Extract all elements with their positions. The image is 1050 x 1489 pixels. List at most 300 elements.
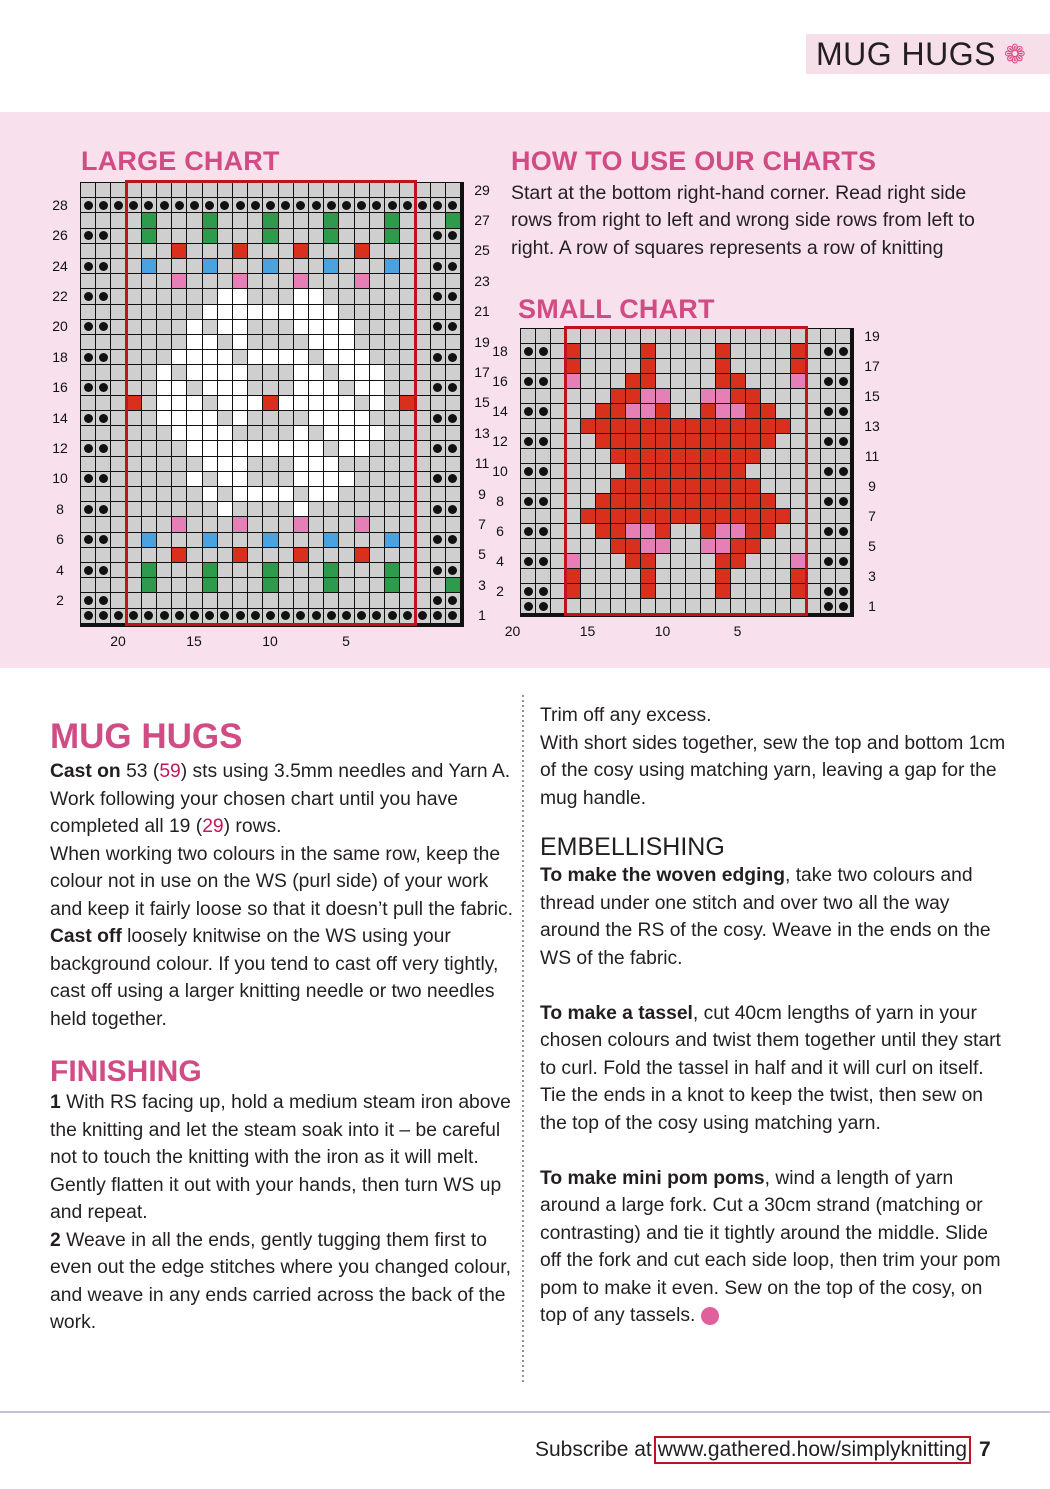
row-number-right: 17	[864, 357, 880, 374]
row-number-right: 11	[864, 447, 880, 464]
stitch-dot	[99, 414, 108, 423]
chart-cell-dot	[521, 434, 535, 448]
chart-cell	[446, 274, 460, 288]
chart-cell-dot	[431, 502, 445, 516]
chart-cell	[521, 449, 535, 463]
chart-cell	[551, 359, 565, 373]
row-number-left: 8	[496, 492, 504, 509]
chart-cell	[81, 305, 95, 319]
chart-cell-dot	[431, 289, 445, 303]
stitch-dot	[824, 557, 833, 566]
how-to-title: HOW TO USE OUR CHARTS	[511, 146, 877, 176]
stitch-dot	[433, 262, 442, 271]
stitch-dot	[433, 383, 442, 392]
chart-cell-dot	[81, 381, 95, 395]
chart-cell-dot	[821, 524, 835, 538]
chart-cell-dot	[431, 441, 445, 455]
chart-cell	[415, 593, 429, 607]
stitch-dot	[524, 407, 533, 416]
chart-cell	[111, 593, 125, 607]
chart-cell-dot	[536, 434, 550, 448]
stitch-dot	[839, 467, 848, 476]
step-number: 1	[50, 1092, 61, 1113]
chart-cell-dot	[536, 494, 550, 508]
chart-cell	[431, 365, 445, 379]
stitch-dot	[433, 474, 442, 483]
pompom-text: , wind a length of yarn around a large fork. Cut a 30cm strand (matching or contrasting) and tie it tightly around the middle. Slide off the fork and cut each side loop, then trim your pom pom to make it even. Sew on the top of the cosy, on top of any tassels.	[540, 1167, 1001, 1326]
chart-cell	[806, 419, 820, 433]
chart-cell-dot	[111, 198, 125, 212]
chart-cell	[821, 359, 835, 373]
chart-cell	[81, 426, 95, 440]
cast-on-label: Cast on	[50, 761, 121, 782]
chart-cell	[521, 359, 535, 373]
stitch-dot	[84, 353, 93, 362]
chart-cell-dot	[431, 533, 445, 547]
row-number-left: 6	[56, 531, 64, 548]
chart-cell	[111, 396, 125, 410]
chart-cell	[836, 509, 850, 523]
stitch-dot	[524, 347, 533, 356]
chart-cell	[446, 244, 460, 258]
chart-cell	[96, 274, 110, 288]
chart-cell	[806, 404, 820, 418]
chart-cell	[111, 289, 125, 303]
chart-cell	[806, 329, 820, 343]
row-number-left: 4	[56, 561, 64, 578]
chart-cell	[81, 244, 95, 258]
chart-cell	[521, 329, 535, 343]
woven-edging-paragraph	[540, 862, 1006, 972]
stitch-dot	[539, 437, 548, 446]
subscribe-text: Subscribe at	[535, 1438, 652, 1461]
chart-cell-dot	[111, 609, 125, 623]
chart-cell	[536, 479, 550, 493]
chart-cell-dot	[81, 441, 95, 455]
chart-cell-dot	[446, 563, 460, 577]
chart-cell-dot	[536, 374, 550, 388]
chart-cell	[96, 487, 110, 501]
chart-cell	[821, 449, 835, 463]
chart-cell-dot	[96, 441, 110, 455]
flower-icon: ❁	[1004, 38, 1026, 69]
chart-cell-dot	[836, 524, 850, 538]
row-number-right: 1	[868, 597, 876, 614]
stitch-dot	[84, 292, 93, 301]
chart-cell	[415, 320, 429, 334]
row-number-left: 10	[52, 470, 68, 487]
chart-cell	[96, 335, 110, 349]
stitch-dot	[84, 474, 93, 483]
chart-cell-dot	[446, 320, 460, 334]
chart-cell	[806, 479, 820, 493]
chart-cell-dot	[81, 411, 95, 425]
row-number-right: 13	[864, 417, 880, 434]
chart-cell	[111, 350, 125, 364]
row-number-right: 27	[474, 212, 490, 228]
stitch-dot	[824, 467, 833, 476]
stitch-dot	[539, 347, 548, 356]
cast-off-paragraph	[50, 923, 518, 1033]
chart-cell	[806, 464, 820, 478]
chart-cell-dot	[81, 229, 95, 243]
stitch-dot	[524, 377, 533, 386]
chart-cell-dot	[96, 259, 110, 273]
stitch-dot	[448, 535, 457, 544]
chart-cell	[415, 274, 429, 288]
stitch-dot	[433, 505, 442, 514]
chart-cell-dot	[431, 593, 445, 607]
stitch-dot	[839, 527, 848, 536]
chart-cell	[111, 426, 125, 440]
stitch-dot	[99, 353, 108, 362]
stitch-dot	[824, 347, 833, 356]
chart-cell-dot	[431, 381, 445, 395]
chart-cell-dot	[521, 374, 535, 388]
chart-cell	[415, 426, 429, 440]
footer-rule	[0, 1411, 1050, 1413]
chart-cell-dot	[821, 404, 835, 418]
chart-cell	[431, 274, 445, 288]
chart-cell-dot	[521, 554, 535, 568]
subscribe-link[interactable]: www.gathered.how/simplyknitting	[654, 1436, 971, 1464]
row-number-left: 16	[492, 372, 508, 389]
chart-cell	[551, 329, 565, 343]
row-number-right: 19	[864, 327, 880, 344]
chart-cell	[96, 426, 110, 440]
chart-cell	[431, 578, 445, 592]
stitch-dot	[448, 566, 457, 575]
chart-cell-dot	[81, 259, 95, 273]
chart-cell	[536, 539, 550, 553]
chart-cell	[96, 365, 110, 379]
work-text-end: ) rows.	[223, 816, 282, 837]
chart-cell	[536, 569, 550, 583]
stitch-dot	[84, 262, 93, 271]
finishing-step-1	[50, 1089, 518, 1227]
column-number: 10	[262, 632, 278, 649]
row-number-right: 29	[474, 181, 490, 198]
stitch-dot	[84, 414, 93, 423]
repeat-outline	[564, 326, 808, 616]
chart-cell	[111, 457, 125, 471]
chart-cell	[81, 487, 95, 501]
chart-cell	[446, 517, 460, 531]
chart-cell	[81, 396, 95, 410]
chart-cell	[96, 396, 110, 410]
chart-cell-dot	[431, 198, 445, 212]
stitch-dot	[524, 587, 533, 596]
colours-note: When working two colours in the same row, keep the colour not in use on the WS (purl side) of your work and keep it fairly loose so that it doesn’t pull the fabric.	[50, 843, 514, 920]
chart-cell-dot	[821, 434, 835, 448]
chart-cell	[415, 517, 429, 531]
chart-cell	[431, 183, 445, 197]
stitch-dot	[433, 596, 442, 605]
section-header-tab	[806, 34, 1050, 74]
chart-cell-dot	[836, 434, 850, 448]
chart-cell	[836, 479, 850, 493]
column-number: 15	[186, 632, 202, 649]
stitch-dot	[433, 201, 442, 210]
chart-cell	[806, 584, 820, 598]
stitch-dot	[839, 407, 848, 416]
chart-cell	[111, 533, 125, 547]
stitch-dot	[99, 292, 108, 301]
stitch-dot	[448, 262, 457, 271]
chart-cell	[551, 554, 565, 568]
chart-cell	[415, 335, 429, 349]
row-number-left: 6	[496, 522, 504, 539]
row-number-left: 14	[492, 402, 508, 419]
chart-cell	[446, 457, 460, 471]
chart-cell	[415, 365, 429, 379]
chart-cell-dot	[446, 259, 460, 273]
chart-cell	[431, 548, 445, 562]
chart-cell	[551, 509, 565, 523]
stitch-dot	[539, 467, 548, 476]
chart-cell	[96, 517, 110, 531]
chart-cell	[81, 578, 95, 592]
cast-on-text: 53 (	[120, 761, 160, 782]
chart-cell-dot	[446, 289, 460, 303]
stitch-dot	[824, 587, 833, 596]
chart-cell-dot	[836, 599, 850, 613]
chart-cell	[431, 213, 445, 227]
tassel-label: To make a tassel	[540, 1002, 693, 1024]
column-number: 5	[342, 632, 350, 649]
stitch-dot	[539, 557, 548, 566]
stitch-dot	[839, 602, 848, 611]
chart-cell	[536, 359, 550, 373]
chart-cell-dot	[81, 533, 95, 547]
chart-cell	[111, 259, 125, 273]
stitch-dot	[448, 292, 457, 301]
row-number-left: 18	[52, 348, 68, 365]
stitch-dot	[99, 444, 108, 453]
chart-cell	[536, 389, 550, 403]
chart-cell-dot	[521, 599, 535, 613]
row-number-right: 15	[864, 387, 880, 404]
column-number: 20	[504, 623, 521, 639]
chart-cell-dot	[431, 350, 445, 364]
row-number-right: 5	[478, 546, 486, 563]
chart-cell-dot	[821, 494, 835, 508]
finishing-title: FINISHING	[50, 1055, 202, 1088]
chart-cell	[821, 389, 835, 403]
chart-cell	[521, 479, 535, 493]
stitch-dot	[99, 474, 108, 483]
chart-cell	[111, 578, 125, 592]
stitch-dot	[99, 566, 108, 575]
cast-on-large-count: 59	[159, 761, 181, 782]
row-number-left: 12	[52, 440, 68, 456]
chart-cell-dot	[536, 599, 550, 613]
chart-cell	[806, 554, 820, 568]
row-number-right: 5	[868, 537, 876, 554]
chart-cell-dot	[446, 381, 460, 395]
embellishing-title: EMBELLISHING	[540, 833, 725, 861]
chart-cell	[551, 344, 565, 358]
chart-cell-dot	[536, 344, 550, 358]
woven-edging-label: To make the woven edging	[540, 865, 785, 886]
work-paragraph	[50, 786, 518, 841]
row-number-left: 20	[52, 318, 68, 335]
chart-cell-dot	[96, 533, 110, 547]
column-divider	[522, 695, 524, 1385]
pompom-label: To make mini pom poms	[540, 1167, 765, 1189]
step-number: 2	[50, 1229, 61, 1251]
chart-cell-dot	[81, 198, 95, 212]
footer	[535, 1436, 991, 1464]
chart-cell-dot	[96, 472, 110, 486]
row-number-right: 13	[474, 424, 490, 441]
embellishing-column	[540, 702, 1006, 1330]
stitch-dot	[539, 377, 548, 386]
woven-edging-text: , take two colours and thread under one stitch and over two all the way around the RS of the cosy. Weave in the ends on the WS of the fabric.	[540, 865, 991, 969]
chart-cell-dot	[821, 464, 835, 478]
chart-cell	[806, 344, 820, 358]
stitch-dot	[433, 322, 442, 331]
chart-cell-dot	[446, 502, 460, 516]
chart-cell	[821, 419, 835, 433]
chart-cell-dot	[521, 494, 535, 508]
pattern-column	[50, 718, 518, 1337]
chart-cell-dot	[96, 563, 110, 577]
chart-cell	[111, 183, 125, 197]
row-number-left: 8	[56, 500, 64, 517]
chart-cell	[551, 434, 565, 448]
stitch-dot	[839, 587, 848, 596]
row-number-left: 2	[56, 592, 64, 608]
chart-cell-dot	[96, 198, 110, 212]
small-chart-grid	[520, 328, 854, 617]
chart-cell	[431, 335, 445, 349]
chart-cell-dot	[446, 472, 460, 486]
chart-cell	[521, 569, 535, 583]
stitch-dot	[99, 231, 108, 240]
chart-cell-dot	[446, 441, 460, 455]
chart-cell	[415, 578, 429, 592]
chart-cell	[431, 244, 445, 258]
chart-cell-dot	[446, 533, 460, 547]
stitch-dot	[524, 602, 533, 611]
chart-cell	[415, 244, 429, 258]
chart-cell	[415, 229, 429, 243]
stitch-dot	[824, 377, 833, 386]
repeat-outline	[125, 180, 418, 626]
chart-cell	[431, 426, 445, 440]
chart-cell	[536, 509, 550, 523]
chart-cell-dot	[96, 229, 110, 243]
chart-cell	[821, 479, 835, 493]
chart-cell	[446, 365, 460, 379]
large-chart-title: LARGE CHART	[81, 146, 280, 176]
row-number-left: 16	[52, 379, 68, 396]
row-number-right: 1	[478, 607, 486, 624]
stitch-dot	[448, 611, 457, 620]
chart-cell	[111, 502, 125, 516]
stitch-dot	[524, 437, 533, 446]
chart-cell	[446, 213, 460, 227]
chart-cell	[431, 457, 445, 471]
chart-cell	[521, 509, 535, 523]
chart-cell-dot	[821, 374, 835, 388]
chart-cell-dot	[836, 584, 850, 598]
chart-cell	[836, 359, 850, 373]
stitch-dot	[99, 383, 108, 392]
chart-cell	[806, 509, 820, 523]
chart-cell	[111, 365, 125, 379]
chart-cell	[836, 569, 850, 583]
stitch-dot	[433, 566, 442, 575]
stitch-dot	[448, 474, 457, 483]
chart-cell-dot	[431, 259, 445, 273]
chart-cell	[415, 350, 429, 364]
chart-cell-dot	[836, 494, 850, 508]
chart-cell	[81, 365, 95, 379]
chart-cell	[521, 539, 535, 553]
stitch-dot	[99, 322, 108, 331]
tassel-text: , cut 40cm lengths of yarn in your chosen colours and twist them together until they start to curl. Fold the tassel in half and it will curl on itself. Tie the ends in a knot to keep the twist, then sew on the top of the cosy using matching yarn.	[540, 1002, 1001, 1134]
chart-cell-dot	[821, 344, 835, 358]
chart-cell	[551, 569, 565, 583]
chart-cell-dot	[521, 344, 535, 358]
chart-cell	[806, 389, 820, 403]
stitch-dot	[84, 231, 93, 240]
chart-cell-dot	[431, 320, 445, 334]
stitch-dot	[539, 587, 548, 596]
chart-cell-dot	[536, 584, 550, 598]
chart-cell-dot	[96, 609, 110, 623]
chart-cell	[551, 449, 565, 463]
stitch-dot	[84, 201, 93, 210]
stitch-dot	[84, 566, 93, 575]
chart-cell-dot	[431, 472, 445, 486]
chart-cell-dot	[96, 320, 110, 334]
chart-cell	[446, 578, 460, 592]
row-number-left: 18	[492, 342, 508, 359]
chart-cell-dot	[521, 524, 535, 538]
chart-cell	[806, 494, 820, 508]
chart-cell	[806, 539, 820, 553]
step-text: With RS facing up, hold a medium steam iron above the knitting and let the steam soak into it – be careful not to touch the knitting with the iron as it will melt. Gently flatten it out with your hands, then turn WS up and repeat.	[50, 1092, 511, 1223]
stitch-dot	[433, 414, 442, 423]
chart-cell-dot	[836, 554, 850, 568]
stitch-dot	[824, 527, 833, 536]
chart-cell	[111, 213, 125, 227]
chart-cell	[111, 305, 125, 319]
work-large-rows: 29	[202, 816, 224, 837]
stitch-dot	[524, 467, 533, 476]
column-number: 5	[733, 623, 742, 639]
chart-cell	[81, 183, 95, 197]
row-number-left: 24	[52, 257, 68, 274]
chart-cell-dot	[431, 411, 445, 425]
stitch-dot	[114, 201, 123, 210]
chart-cell	[836, 389, 850, 403]
chart-cell	[415, 457, 429, 471]
row-number-right: 7	[868, 507, 876, 524]
cast-on-paragraph	[50, 758, 518, 786]
chart-cell	[415, 411, 429, 425]
chart-cell	[551, 479, 565, 493]
stitch-dot	[539, 602, 548, 611]
chart-cell-dot	[81, 289, 95, 303]
chart-cell	[415, 548, 429, 562]
stitch-dot	[99, 201, 108, 210]
chart-cell	[806, 569, 820, 583]
chart-cell-dot	[81, 502, 95, 516]
